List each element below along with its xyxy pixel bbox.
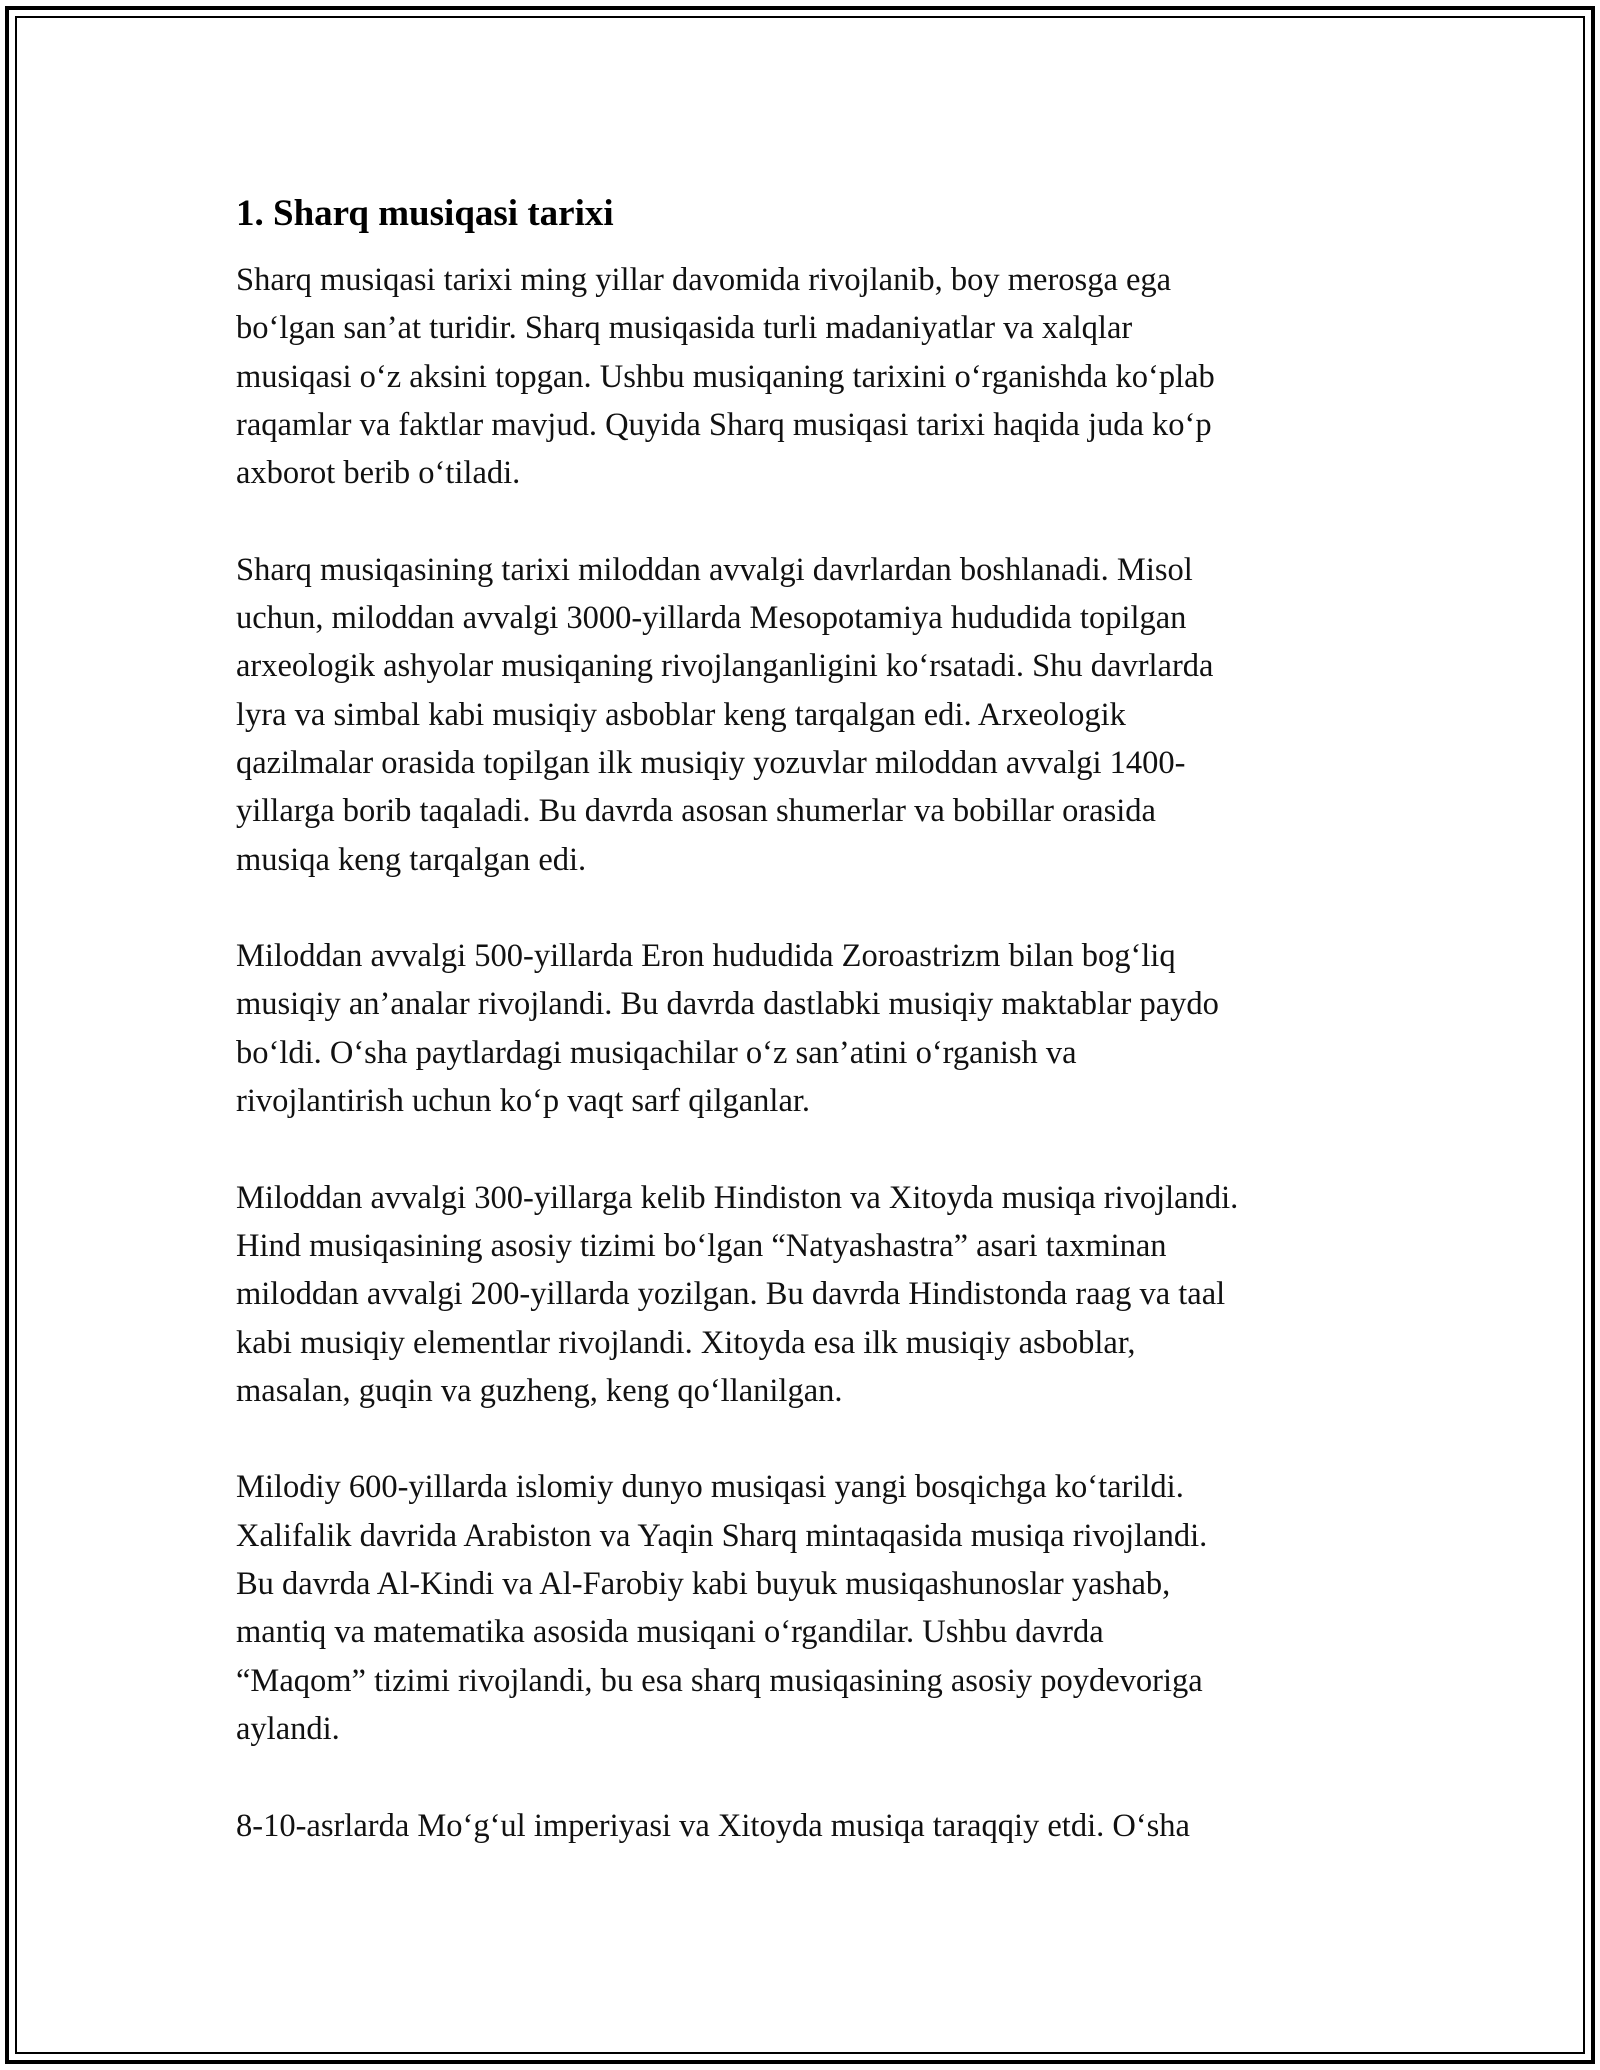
paragraph-india-china: Miloddan avvalgi 300-yillarga kelib Hindiston va Xitoyda musiqa rivojlandi. Hind musiqasining asosiy tizimi bo‘lgan “Natyashastra” asari taxminan miloddan avvalgi 200-yillarda yozilgan. Bu davrda Hindistonda raag va taal kabi musiqiy elementlar rivojlandi. Xitoyda esa ilk musiqiy asboblar, masalan, guqin va guzheng, keng qo‘llanilgan. xyxy=(236,1179,1239,1409)
document-body xyxy=(236,184,1386,1898)
paragraph-intro: Sharq musiqasi tarixi ming yillar davomida rivojlanib, boy merosga ega bo‘lgan san’at turidir. Sharq musiqasida turli madaniyatlar va xalqlar musiqasi o‘z aksini topgan. Ushbu musiqaning tarixini o‘rganishda ko‘plab raqamlar va faktlar mavjud. Quyida Sharq musiqasi tarixi haqida juda ko‘p axborot berib o‘tiladi. xyxy=(236,262,1215,492)
section-heading: 1. Sharq musiqasi tarixi xyxy=(236,193,614,234)
paragraph-mongol-china: 8-10-asrlarda Mo‘g‘ul imperiyasi va Xitoyda musiqa taraqqiy etdi. O‘sha xyxy=(236,1807,1190,1844)
paragraph-islamic-world: Milodiy 600-yillarda islomiy dunyo musiqasi yangi bosqichga ko‘tarildi. Xalifalik davrida Arabiston va Yaqin Sharq mintaqasida musiqa rivojlandi. Bu davrda Al-Kindi va Al-Farobiy kabi buyuk musiqashunoslar yashab, mantiq va matematika asosida musiqani o‘rgandilar. Ushbu davrda “Maqom” tizimi rivojlandi, bu esa sharq musiqasining asosiy poydevoriga aylandi. xyxy=(236,1469,1208,1747)
paragraph-ancient-origins: Sharq musiqasining tarixi miloddan avvalgi davrlardan boshlanadi. Misol uchun, miloddan avvalgi 3000-yillarda Mesopotamiya hududida topilgan arxeologik ashyolar musiqaning rivojlanganligini ko‘rsatadi. Shu davrlarda lyra va simbal kabi musiqiy asboblar keng tarqalgan edi. Arxeologik qazilmalar orasida topilgan ilk musiqiy yozuvlar miloddan avvalgi 1400- yillarga borib taqaladi. Bu davrda asosan shumerlar va bobillar orasida musiqa keng tarqalgan edi. xyxy=(236,551,1214,878)
paragraph-iran: Miloddan avvalgi 500-yillarda Eron hududida Zoroastrizm bilan bog‘liq musiqiy an’analar rivojlandi. Bu davrda dastlabki musiqiy maktablar paydo bo‘ldi. O‘sha paytlardagi musiqachilar o‘z san’atini o‘rganish va rivojlantirish uchun ko‘p vaqt sarf qilganlar. xyxy=(236,938,1219,1120)
